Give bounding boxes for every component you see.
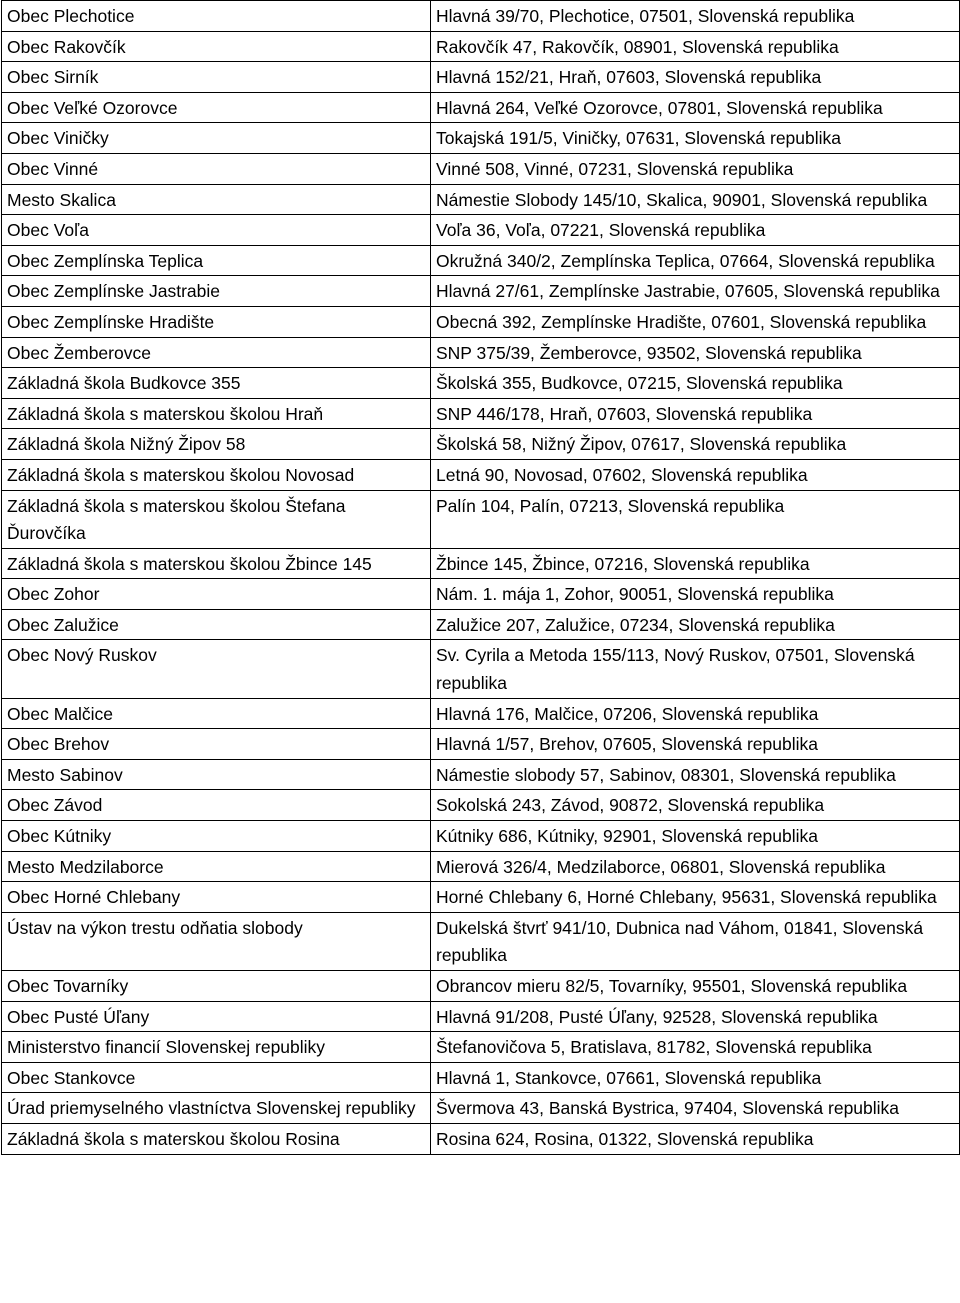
address-cell: Švermova 43, Banská Bystrica, 97404, Slovenská republika: [431, 1093, 960, 1124]
address-cell: Sv. Cyrila a Metoda 155/113, Nový Ruskov, 07501, Slovenská republika: [431, 640, 960, 698]
address-cell: Letná 90, Novosad, 07602, Slovenská republika: [431, 459, 960, 490]
address-cell: Kútniky 686, Kútniky, 92901, Slovenská republika: [431, 821, 960, 852]
entity-name-cell: Ústav na výkon trestu odňatia slobody: [2, 912, 431, 970]
address-cell: SNP 375/39, Žemberovce, 93502, Slovenská republika: [431, 337, 960, 368]
table-row: [2, 1001, 960, 1032]
entity-name-cell: Základná škola Nižný Žipov 58: [2, 429, 431, 460]
address-cell: Okružná 340/2, Zemplínska Teplica, 07664, Slovenská republika: [431, 245, 960, 276]
address-cell: Obrancov mieru 82/5, Tovarníky, 95501, Slovenská republika: [431, 971, 960, 1002]
table-row: [2, 882, 960, 913]
table-row: [2, 640, 960, 698]
entity-name-cell: Obec Zemplínska Teplica: [2, 245, 431, 276]
table-row: [2, 851, 960, 882]
address-cell: Nám. 1. mája 1, Zohor, 90051, Slovenská republika: [431, 579, 960, 610]
table-row: [2, 62, 960, 93]
address-cell: Palín 104, Palín, 07213, Slovenská republika: [431, 490, 960, 548]
table-row: [2, 368, 960, 399]
entity-name-cell: Obec Malčice: [2, 698, 431, 729]
table-row: [2, 245, 960, 276]
address-cell: Sokolská 243, Závod, 90872, Slovenská republika: [431, 790, 960, 821]
address-cell: Rakovčík 47, Rakovčík, 08901, Slovenská republika: [431, 31, 960, 62]
table-row: [2, 215, 960, 246]
entity-name-cell: Obec Sirník: [2, 62, 431, 93]
entity-name-cell: Základná škola s materskou školou Novosad: [2, 459, 431, 490]
entity-name-cell: Základná škola s materskou školou Žbince 145: [2, 548, 431, 579]
address-table-body: [2, 1, 960, 1155]
entity-name-cell: Obec Brehov: [2, 729, 431, 760]
table-row: [2, 92, 960, 123]
address-cell: Hlavná 91/208, Pusté Úľany, 92528, Slovenská republika: [431, 1001, 960, 1032]
table-row: [2, 398, 960, 429]
entity-name-cell: Obec Rakovčík: [2, 31, 431, 62]
entity-name-cell: Mesto Medzilaborce: [2, 851, 431, 882]
table-row: [2, 579, 960, 610]
address-cell: Školská 355, Budkovce, 07215, Slovenská republika: [431, 368, 960, 399]
entity-name-cell: Obec Stankovce: [2, 1062, 431, 1093]
entity-name-cell: Mesto Skalica: [2, 184, 431, 215]
table-row: [2, 123, 960, 154]
entity-name-cell: Mesto Sabinov: [2, 759, 431, 790]
table-row: [2, 729, 960, 760]
table-row: [2, 1, 960, 32]
entity-name-cell: Obec Tovarníky: [2, 971, 431, 1002]
table-row: [2, 429, 960, 460]
address-cell: Tokajská 191/5, Viničky, 07631, Slovenská republika: [431, 123, 960, 154]
table-row: [2, 609, 960, 640]
address-cell: Horné Chlebany 6, Horné Chlebany, 95631, Slovenská republika: [431, 882, 960, 913]
address-cell: Zalužice 207, Zalužice, 07234, Slovenská republika: [431, 609, 960, 640]
address-cell: Hlavná 264, Veľké Ozorovce, 07801, Slovenská republika: [431, 92, 960, 123]
table-row: [2, 1032, 960, 1063]
entity-name-cell: Obec Nový Ruskov: [2, 640, 431, 698]
address-cell: Voľa 36, Voľa, 07221, Slovenská republika: [431, 215, 960, 246]
table-row: [2, 912, 960, 970]
entity-name-cell: Základná škola s materskou školou Štefana Ďurovčíka: [2, 490, 431, 548]
address-cell: Námestie slobody 57, Sabinov, 08301, Slovenská republika: [431, 759, 960, 790]
entity-name-cell: Obec Pusté Úľany: [2, 1001, 431, 1032]
address-cell: Hlavná 27/61, Zemplínske Jastrabie, 07605, Slovenská republika: [431, 276, 960, 307]
entity-name-cell: Základná škola s materskou školou Hraň: [2, 398, 431, 429]
table-row: [2, 971, 960, 1002]
entity-name-cell: Obec Závod: [2, 790, 431, 821]
entity-name-cell: Obec Zalužice: [2, 609, 431, 640]
table-row: [2, 821, 960, 852]
table-row: [2, 459, 960, 490]
address-cell: Námestie Slobody 145/10, Skalica, 90901, Slovenská republika: [431, 184, 960, 215]
entity-name-cell: Obec Žemberovce: [2, 337, 431, 368]
address-cell: Rosina 624, Rosina, 01322, Slovenská republika: [431, 1123, 960, 1154]
table-row: [2, 153, 960, 184]
entity-name-cell: Úrad priemyselného vlastníctva Slovenskej republiky: [2, 1093, 431, 1124]
address-cell: Školská 58, Nižný Žipov, 07617, Slovenská republika: [431, 429, 960, 460]
address-cell: Hlavná 152/21, Hraň, 07603, Slovenská republika: [431, 62, 960, 93]
entity-name-cell: Ministerstvo financií Slovenskej republiky: [2, 1032, 431, 1063]
entity-name-cell: Obec Plechotice: [2, 1, 431, 32]
entity-name-cell: Obec Kútniky: [2, 821, 431, 852]
table-row: [2, 31, 960, 62]
table-row: [2, 548, 960, 579]
table-row: [2, 790, 960, 821]
address-cell: Hlavná 39/70, Plechotice, 07501, Slovenská republika: [431, 1, 960, 32]
address-cell: Hlavná 176, Malčice, 07206, Slovenská republika: [431, 698, 960, 729]
table-row: [2, 759, 960, 790]
address-cell: Hlavná 1/57, Brehov, 07605, Slovenská republika: [431, 729, 960, 760]
table-row: [2, 1123, 960, 1154]
entity-name-cell: Obec Voľa: [2, 215, 431, 246]
entity-name-cell: Obec Zohor: [2, 579, 431, 610]
address-cell: Mierová 326/4, Medzilaborce, 06801, Slovenská republika: [431, 851, 960, 882]
address-cell: Vinné 508, Vinné, 07231, Slovenská republika: [431, 153, 960, 184]
entity-name-cell: Obec Vinné: [2, 153, 431, 184]
address-cell: Hlavná 1, Stankovce, 07661, Slovenská republika: [431, 1062, 960, 1093]
entity-name-cell: Obec Viničky: [2, 123, 431, 154]
address-cell: Žbince 145, Žbince, 07216, Slovenská republika: [431, 548, 960, 579]
entity-name-cell: Základná škola Budkovce 355: [2, 368, 431, 399]
table-row: [2, 1062, 960, 1093]
table-row: [2, 698, 960, 729]
table-row: [2, 337, 960, 368]
address-cell: Dukelská štvrť 941/10, Dubnica nad Váhom, 01841, Slovenská republika: [431, 912, 960, 970]
table-row: [2, 306, 960, 337]
entity-name-cell: Obec Veľké Ozorovce: [2, 92, 431, 123]
entity-name-cell: Obec Horné Chlebany: [2, 882, 431, 913]
address-cell: Obecná 392, Zemplínske Hradište, 07601, Slovenská republika: [431, 306, 960, 337]
address-cell: Štefanovičova 5, Bratislava, 81782, Slovenská republika: [431, 1032, 960, 1063]
address-cell: SNP 446/178, Hraň, 07603, Slovenská republika: [431, 398, 960, 429]
address-table: [1, 0, 960, 1155]
entity-name-cell: Obec Zemplínske Hradište: [2, 306, 431, 337]
table-row: [2, 184, 960, 215]
entity-name-cell: Základná škola s materskou školou Rosina: [2, 1123, 431, 1154]
table-row: [2, 276, 960, 307]
table-row: [2, 490, 960, 548]
table-row: [2, 1093, 960, 1124]
entity-name-cell: Obec Zemplínske Jastrabie: [2, 276, 431, 307]
